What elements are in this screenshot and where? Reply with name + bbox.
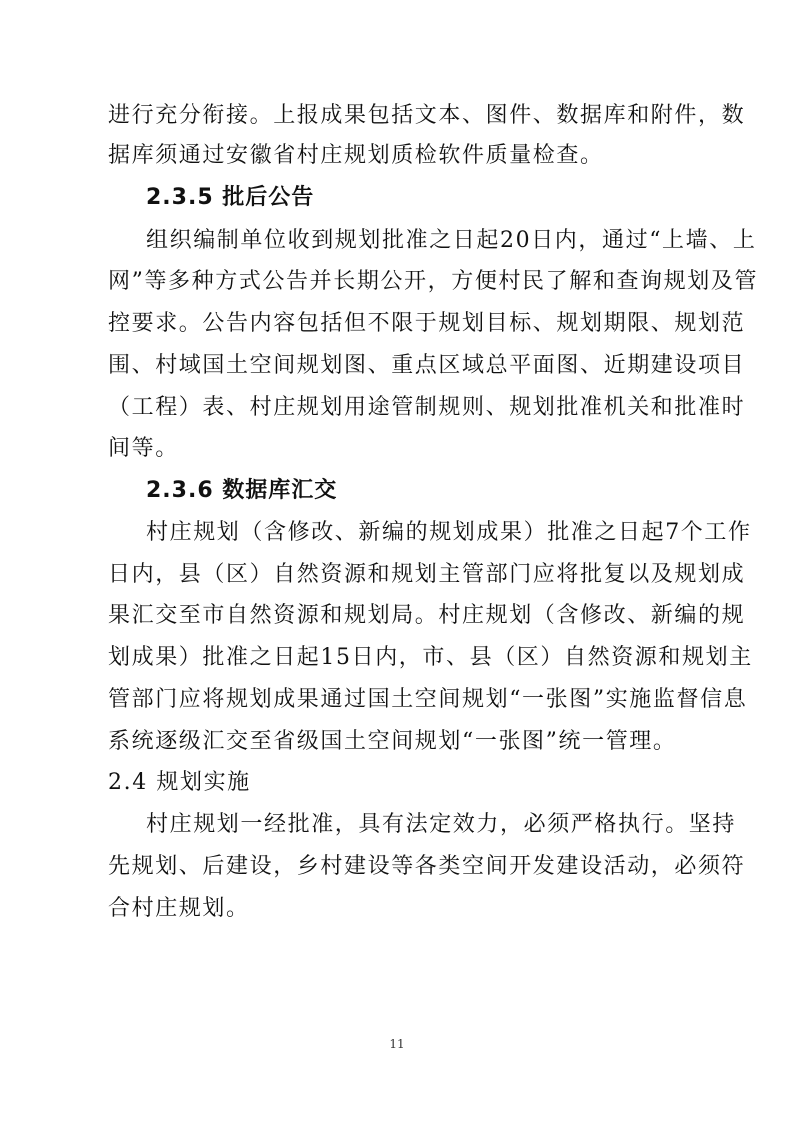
body-text-line: （工程）表、村庄规划用途管制规则、规划批准机关和批准时 [108,395,746,420]
body-text-line: 网”等多种方式公告并长期公开，方便村民了解和查询规划及管 [108,269,759,294]
section-heading-2-4: 2.4 规划实施 [108,770,251,795]
body-text-line: 系统逐级汇交至省级国土空间规划“一张图”统一管理。 [108,729,677,754]
body-text-line: 管部门应将规划成果通过国土空间规划“一张图”实施监督信息 [108,687,748,712]
body-text-line: 日内，县（区）自然资源和规划主管部门应将批复以及规划成 [108,562,746,587]
body-text-line: 进行充分衔接。上报成果包括文本、图件、数据库和附件，数 [108,103,746,128]
body-text-line: 划成果）批准之日起15日内，市、县（区）自然资源和规划主 [108,645,753,670]
body-text-line: 村庄规划一经批准，具有法定效力，必须严格执行。坚持 [146,812,737,837]
body-text-line: 村庄规划（含修改、新编的规划成果）批准之日起7个工作 [146,520,752,545]
body-text-line: 间等。 [108,436,179,461]
body-text-line: 组织编制单位收到规划批准之日起20日内，通过“上墙、上 [146,228,757,253]
body-text-line: 围、村域国土空间规划图、重点区域总平面图、近期建设项目 [108,353,746,378]
body-text-line: 控要求。公告内容包括但不限于规划目标、规划期限、规划范 [108,311,746,336]
section-heading-2-3-6: 2.3.6 数据库汇交 [146,478,338,503]
body-text-line: 据库须通过安徽省村庄规划质检软件质量检查。 [108,143,604,168]
body-text-line: 果汇交至市自然资源和规划局。村庄规划（含修改、新编的规 [108,603,746,628]
section-heading-2-3-5: 2.3.5 批后公告 [146,185,315,210]
page-number: 11 [389,1037,405,1051]
body-text-line: 合村庄规划。 [108,896,250,921]
body-text-line: 先规划、后建设，乡村建设等各类空间开发建设活动，必须符 [108,854,746,879]
